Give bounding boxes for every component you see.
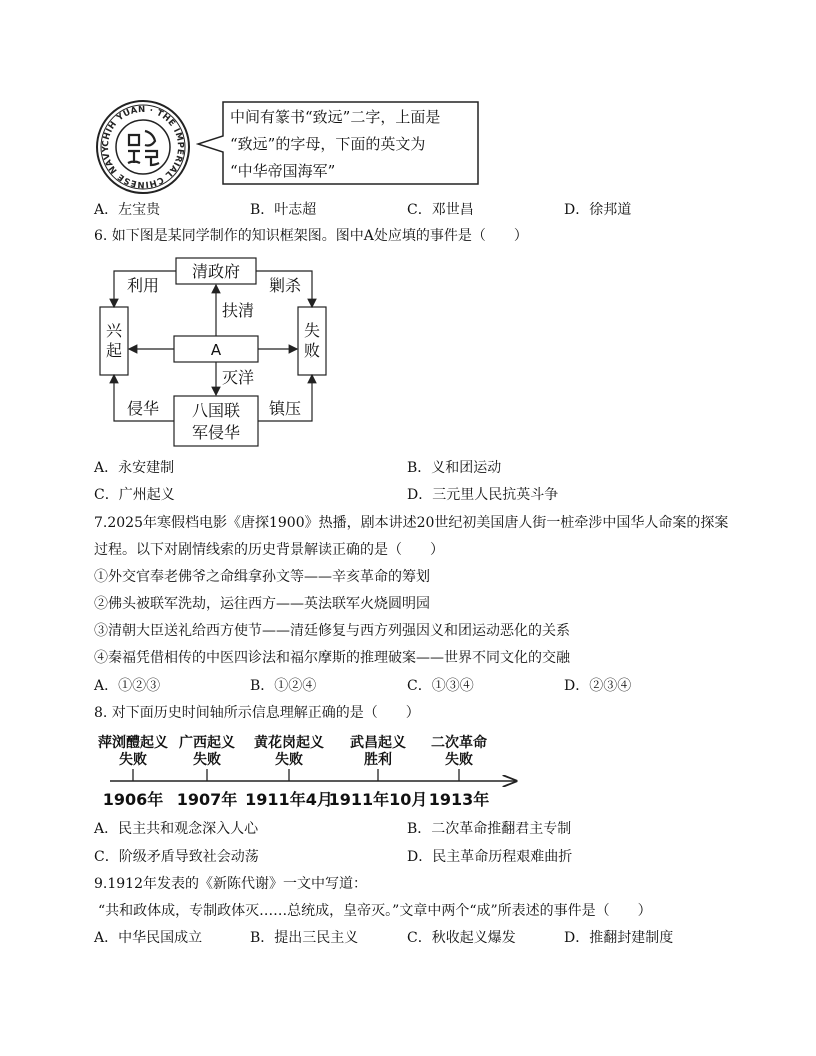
q8-option-b[interactable]: B．二次革命推翻君主专制 [407,821,572,837]
q5-option-c[interactable]: C．邓世昌 [407,202,474,218]
q7-item-2: ②佛头被联军洗劫，运往西方——英法联军火烧圆明园 [94,596,430,612]
q5-option-b[interactable]: B．叶志超 [250,202,317,218]
label-invade: 侵华 [126,399,160,418]
q7-stem-line1: 7.2025年寒假档电影《唐探1900》热播，剧本讲述20世纪初美国唐人街一桩牵涉中国华人命案的探案 [94,515,729,531]
q9-option-c[interactable]: C．秋收起义爆发 [407,930,516,946]
label-failure-1: 失 [303,321,321,340]
label-a: A [210,341,222,359]
label-rise-2: 起 [105,341,123,360]
q7-item-4: ④秦福凭借相传的中医四诊法和福尔摩斯的推理破案——世界不同文化的交融 [94,650,570,666]
seal-script-glyph [128,131,159,165]
timeline-date-label: 1911年4月 [245,790,333,809]
seal-ring-text: CHIH YUAN · THE IMPERIAL CHINESE NAVY [100,104,186,190]
timeline-event-label: 萍浏醴起义 [98,735,168,751]
q7-stem-line2: 过程。以下对剧情线索的历史背景解读正确的是（ ） [94,542,444,558]
timeline-date-label: 1906年 [102,790,164,809]
timeline-result-label: 胜利 [364,752,392,768]
q7-option-c[interactable]: C．①③④ [407,678,474,694]
q7-item-3: ③清朝大臣送礼给西方使节——清廷修复与西方列强因义和团运动恶化的关系 [94,623,570,639]
timeline-result-label: 失败 [119,752,147,768]
label-suppress-kill: 剿杀 [268,276,302,295]
timeline-result-label: 失败 [275,752,303,768]
q7-item-1: ①外交官奉老佛爷之命缉拿孙文等——辛亥革命的筹划 [94,569,430,585]
q9-stem: 9.1912年发表的《新陈代谢》一文中写道： [94,876,367,892]
q8-option-d[interactable]: D．民主革命历程艰难曲折 [407,849,573,865]
q9-option-d[interactable]: D．推翻封建制度 [564,930,674,946]
timeline-event-label: 二次革命 [431,735,487,751]
q9-option-a[interactable]: A．中华民国成立 [94,930,203,946]
timeline-event-label: 黄花岗起义 [254,735,324,751]
label-destroy-foreign: 灭洋 [221,368,255,387]
timeline-result-label: 失败 [445,752,473,768]
callout-line: “中华帝国海军” [230,162,336,180]
label-rise-1: 兴 [105,321,123,340]
timeline-date-label: 1907年 [176,790,238,809]
q9-quote: “共和政体成，专制政体灭……总统成，皇帝灭。”文章中两个“成”所表述的事件是（ ） [98,903,652,919]
callout-text [230,104,440,185]
q5-option-a[interactable]: A．左宝贵 [94,202,161,218]
q7-option-a[interactable]: A．①②③ [94,678,161,694]
q6-option-d[interactable]: D．三元里人民抗英斗争 [407,487,559,503]
q6-option-a[interactable]: A．永安建制 [94,460,175,476]
q7-option-b[interactable]: B．①②④ [250,678,317,694]
q6-option-c[interactable]: C．广州起义 [94,487,175,503]
q7-option-d[interactable]: D．②③④ [564,678,632,694]
timeline-event-label: 武昌起义 [350,735,406,751]
q8-option-a[interactable]: A．民主共和观念深入人心 [94,821,259,837]
label-use: 利用 [126,276,160,295]
label-qing-government: 清政府 [191,262,241,281]
timeline-result-label: 失败 [193,752,221,768]
label-eight-nation-1: 八国联 [191,401,241,420]
callout-line: 中间有篆书“致远”二字，上面是 [230,108,441,126]
q6-stem: 6. 如下图是某同学制作的知识框架图。图中A处应填的事件是（ ） [94,228,528,244]
q8-option-c[interactable]: C．阶级矛盾导致社会动荡 [94,849,259,865]
timeline-event-label: 广西起义 [179,735,235,751]
history-timeline [96,728,526,814]
q9-option-b[interactable]: B．提出三民主义 [250,930,359,946]
timeline-date-label: 1911年10月 [328,790,428,809]
label-eight-nation-2: 军侵华 [191,423,241,442]
callout-line: “致远”的字母，下面的英文为 [230,135,426,153]
navy-seal-image [95,99,191,195]
label-support-qing: 扶清 [221,301,255,320]
timeline-date-label: 1913年 [428,790,490,809]
label-suppress: 镇压 [268,399,302,418]
q8-stem: 8. 对下面历史时间轴所示信息理解正确的是（ ） [94,705,420,721]
knowledge-framework-diagram [96,252,336,452]
q5-option-d[interactable]: D．徐邦道 [564,202,632,218]
q6-option-b[interactable]: B．义和团运动 [407,460,502,476]
label-failure-2: 败 [303,341,321,360]
